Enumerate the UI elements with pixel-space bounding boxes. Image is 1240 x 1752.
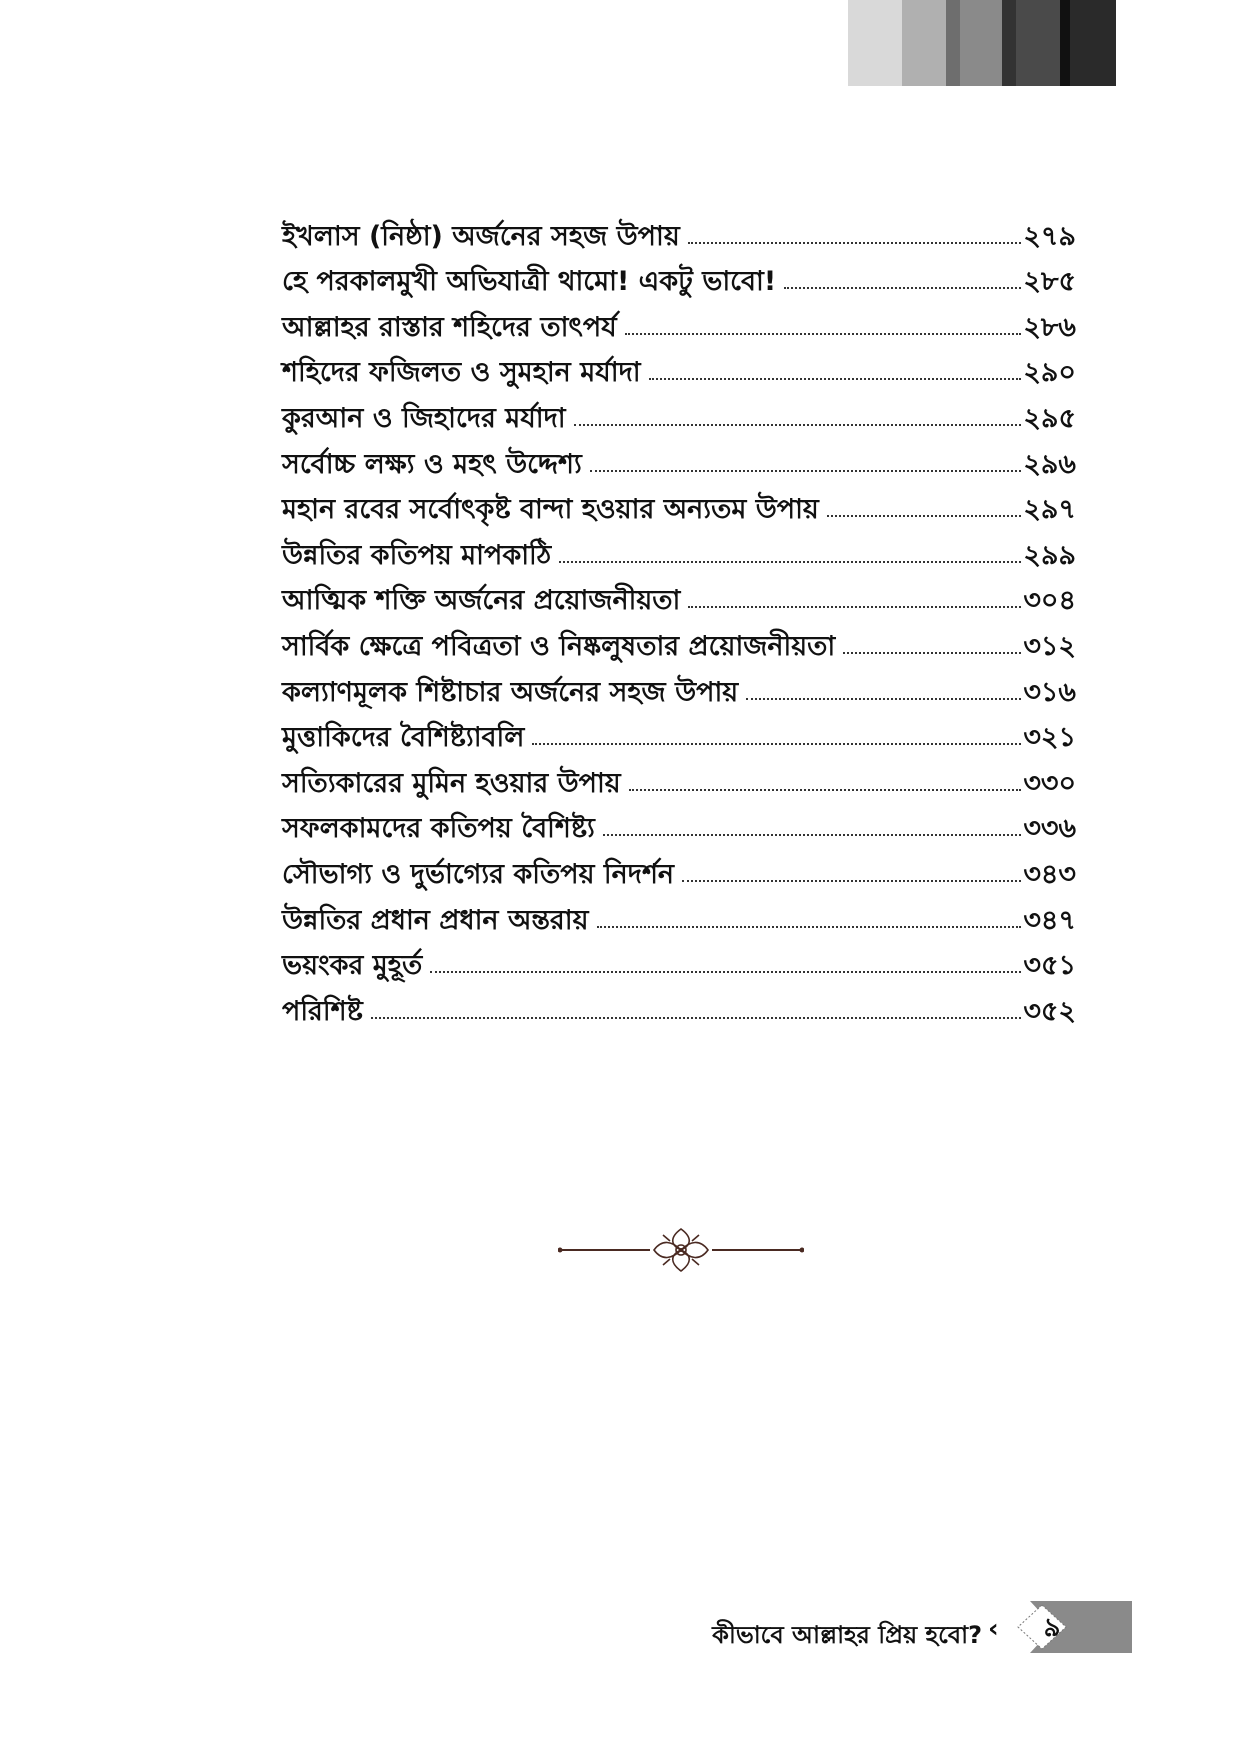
toc-entry-page: ৩৪৩ (1023, 858, 1076, 890)
toc-dot-leader (574, 424, 1022, 426)
stripe (960, 0, 1002, 86)
toc-entry-title: উন্নতির প্রধান প্রধান অন্তরায় (282, 904, 589, 936)
toc-entry (282, 888, 1076, 934)
stripe (1016, 0, 1060, 86)
toc-entry-title: কল্যাণমূলক শিষ্টাচার অর্জনের সহজ উপায় (282, 676, 739, 708)
toc-entry-title: ইখলাস (নিষ্ঠা) অর্জনের সহজ উপায় (282, 220, 680, 252)
toc-entry-title: সর্বোচ্চ লক্ষ্য ও মহৎ উদ্দেশ্য (282, 448, 582, 480)
toc-entry-page: ৩৫২ (1023, 995, 1076, 1027)
toc-entry-title: উন্নতির কতিপয় মাপকাঠি (282, 539, 552, 571)
toc-dot-leader (532, 743, 1021, 745)
toc-entry-page: ৩১২ (1023, 630, 1076, 662)
toc-entry-page: ২৭৯ (1023, 220, 1076, 252)
toc-entry (282, 706, 1076, 752)
toc-entry (282, 432, 1076, 478)
toc-entry-page: ২৮৬ (1023, 311, 1076, 343)
toc-dot-leader (688, 606, 1021, 608)
toc-entry-page: ২৯০ (1023, 357, 1076, 389)
toc-dot-leader (559, 561, 1021, 563)
toc-entry-page: ৩২১ (1023, 722, 1076, 754)
toc-entry (282, 478, 1076, 524)
toc-entry-title: হে পরকালমুখী অভিযাত্রী থামো! একটু ভাবো! (282, 266, 777, 298)
toc-entry-title: ভয়ংকর মুহূর্ত (282, 950, 423, 982)
toc-entry (282, 250, 1076, 296)
toc-entry (282, 386, 1076, 432)
toc-dot-leader (843, 652, 1021, 654)
toc-entry-title: সৌভাগ্য ও দুর্ভাগ্যের কতিপয় নিদর্শন (282, 858, 675, 890)
toc-entry-page: ৩০৪ (1023, 585, 1076, 617)
ornament-divider-icon (558, 1225, 804, 1275)
stripe (1060, 0, 1070, 86)
toc-dot-leader (746, 698, 1021, 700)
toc-entry (282, 569, 1076, 615)
toc-dot-leader (649, 378, 1022, 380)
stripe (946, 0, 960, 86)
toc-dot-leader (688, 242, 1022, 244)
toc-entry (282, 523, 1076, 569)
toc-entry-title: পরিশিষ্ট (282, 995, 363, 1027)
toc-entry-title: আত্মিক শক্তি অর্জনের প্রয়োজনীয়তা (282, 585, 681, 617)
toc-entry-title: সার্বিক ক্ষেত্রে পবিত্রতা ও নিষ্কলুষতার প্রয়োজনীয়তা (282, 630, 836, 662)
stripe (1002, 0, 1016, 86)
toc-entry-page: ২৯৯ (1023, 539, 1076, 571)
stripe (902, 0, 946, 86)
toc-entry-title: আল্লাহর রাস্তার শহিদের তাৎপর্য (282, 311, 617, 343)
header-stripes (848, 0, 1116, 86)
toc-entry-page: ৩৫১ (1023, 950, 1076, 982)
toc-entry-page: ৩১৬ (1023, 676, 1076, 708)
toc-dot-leader (827, 515, 1022, 517)
toc-entry (282, 842, 1076, 888)
chevron-left-icon: ‹ (988, 1614, 999, 1644)
table-of-contents (282, 204, 1076, 1025)
toc-entry-page: ২৯৭ (1023, 494, 1076, 526)
toc-dot-leader (371, 1017, 1022, 1019)
toc-entry (282, 934, 1076, 980)
toc-dot-leader (625, 333, 1022, 335)
toc-entry-title: মহান রবের সর্বোৎকৃষ্ট বান্দা হওয়ার অন্যতম উপায় (282, 494, 819, 526)
toc-dot-leader (603, 834, 1021, 836)
toc-entry-title: সত্যিকারের মুমিন হওয়ার উপায় (282, 767, 621, 799)
toc-dot-leader (597, 926, 1022, 928)
toc-entry-page: ৩৪৭ (1023, 904, 1076, 936)
toc-entry (282, 295, 1076, 341)
toc-dot-leader (629, 789, 1022, 791)
toc-entry-title: কুরআন ও জিহাদের মর্যাদা (282, 402, 566, 434)
toc-entry-title: মুত্তাকিদের বৈশিষ্ট্যাবলি (282, 722, 525, 754)
toc-entry-page: ২৮৫ (1023, 266, 1076, 298)
toc-entry (282, 660, 1076, 706)
stripe (848, 0, 902, 86)
toc-entry (282, 614, 1076, 660)
stripe (1070, 0, 1116, 86)
toc-dot-leader (784, 287, 1021, 289)
toc-entry (282, 204, 1076, 250)
toc-entry-page: ২৯৫ (1023, 402, 1076, 434)
toc-entry-page: ২৯৬ (1023, 448, 1076, 480)
toc-dot-leader (590, 470, 1022, 472)
toc-dot-leader (430, 971, 1021, 973)
toc-entry (282, 751, 1076, 797)
toc-entry (282, 341, 1076, 387)
toc-entry-title: সফলকামদের কতিপয় বৈশিষ্ট্য (282, 813, 595, 845)
page-number: ৯ (1043, 1613, 1061, 1643)
running-footer-title: কীভাবে আল্লাহর প্রিয় হবো? (712, 1621, 982, 1649)
toc-entry-page: ৩৩৬ (1023, 813, 1076, 845)
toc-entry-page: ৩৩০ (1023, 767, 1076, 799)
toc-entry (282, 979, 1076, 1025)
toc-entry (282, 797, 1076, 843)
toc-dot-leader (682, 880, 1021, 882)
toc-entry-title: শহিদের ফজিলত ও সুমহান মর্যাদা (282, 357, 641, 389)
